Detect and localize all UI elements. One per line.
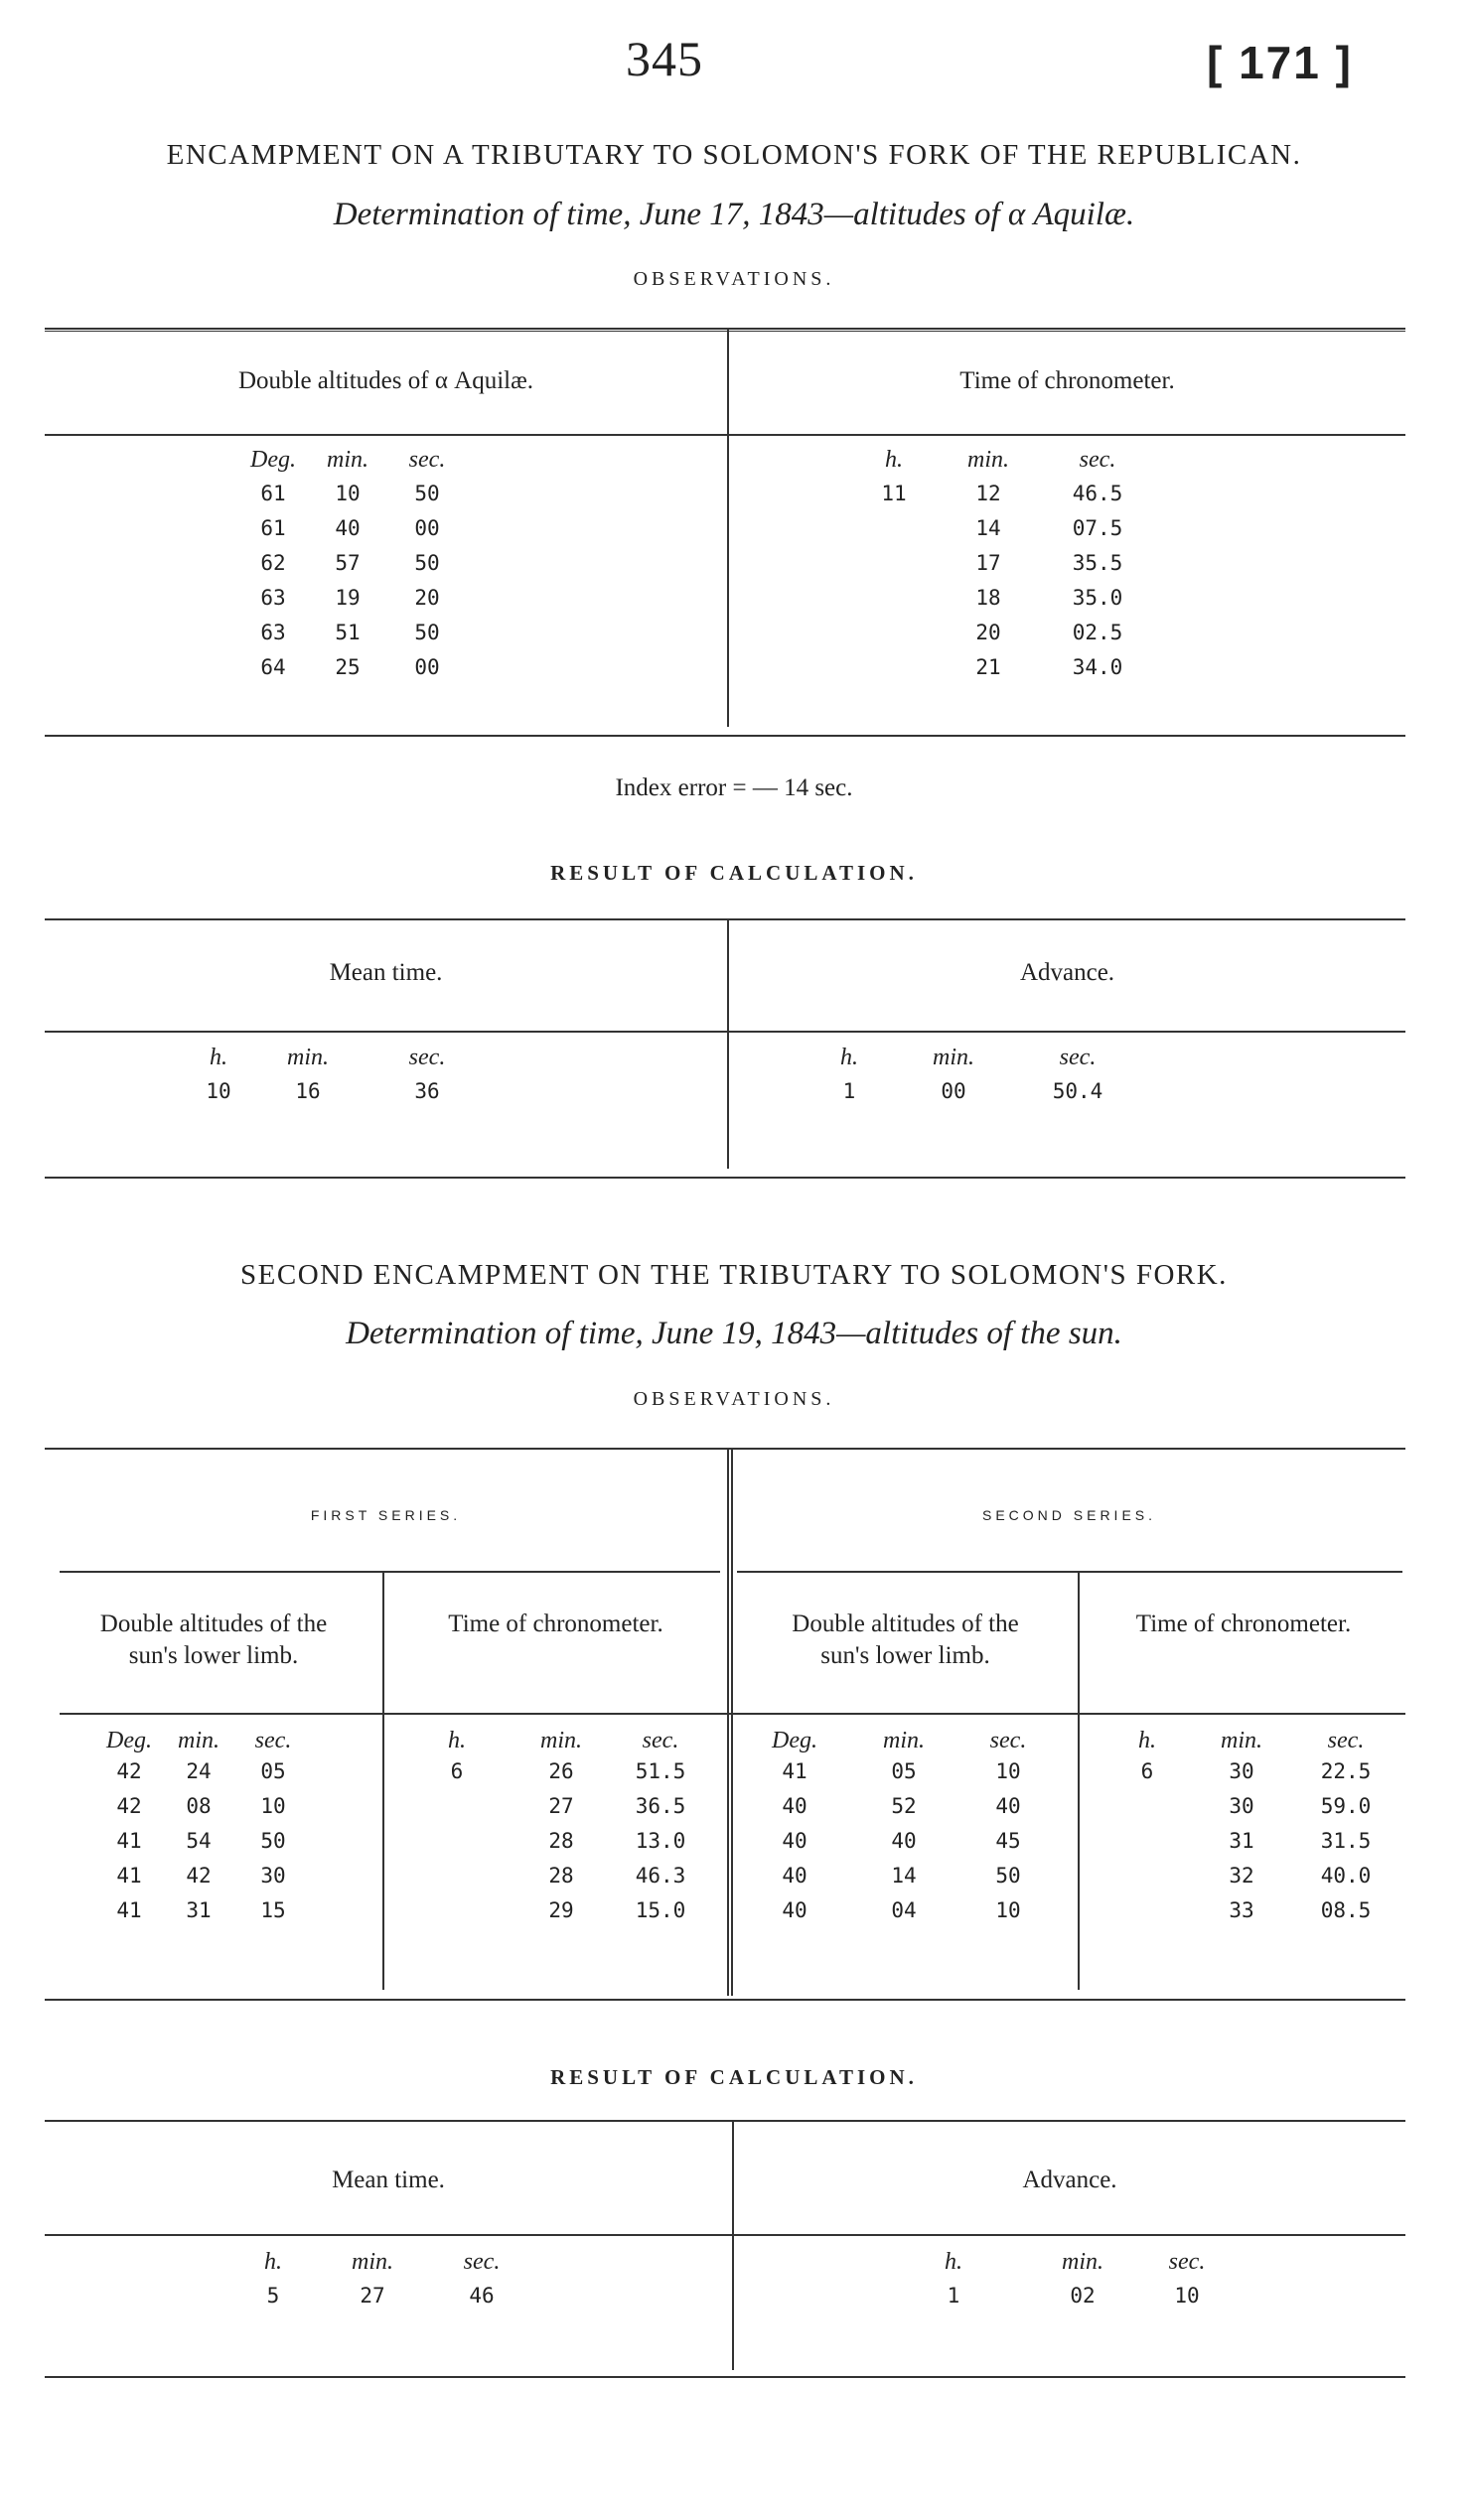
second-alt-row-3-deg: 40 (782, 1864, 807, 1888)
table1-alt-row-3-deg: 63 (260, 586, 286, 610)
table2-series-divider-double (731, 1450, 733, 1996)
section1-result-label: RESULT OF CALCULATION. (550, 861, 918, 885)
second-time-row-0-tsec: 22.5 (1320, 1759, 1372, 1783)
first-series-alt-header-line2: sun's lower limb. (128, 1642, 299, 1669)
first-time-row-2-tmin: 28 (548, 1829, 574, 1853)
second-alt-row-4-min: 04 (891, 1898, 917, 1922)
result1-advance-unit-1: min. (933, 1045, 974, 1070)
result2-advance-unit-2: sec. (1168, 2249, 1206, 2275)
second-time-unit-2: sec. (1327, 1728, 1365, 1753)
result2-bottom-rule (45, 2376, 1405, 2378)
result2-advance-row-0-min: 02 (1070, 2284, 1096, 2308)
table1-time-unit-0: h. (885, 447, 903, 473)
first-alt-unit-1: min. (178, 1728, 220, 1753)
first-alt-row-0-min: 24 (186, 1759, 212, 1783)
result2-header-rule (45, 2234, 1405, 2236)
table1-time-row-1-tmin: 14 (975, 516, 1001, 540)
first-alt-row-2-min: 54 (186, 1829, 212, 1853)
result1-mean-row-0-sec: 36 (414, 1079, 440, 1103)
second-time-row-4-tmin: 33 (1229, 1898, 1254, 1922)
first-alt-row-1-min: 08 (186, 1794, 212, 1818)
section2-result-label: RESULT OF CALCULATION. (550, 2065, 918, 2089)
second-time-row-1-tsec: 59.0 (1320, 1794, 1372, 1818)
result2-mean-unit-0: h. (264, 2249, 282, 2275)
result2-col-right-header: Advance. (1022, 2167, 1117, 2193)
second-time-unit-0: h. (1138, 1728, 1156, 1753)
index-error: Index error = — 14 sec. (615, 774, 853, 801)
second-series-header: SECOND SERIES. (981, 1507, 1157, 1523)
table1-top-rule-inner (45, 331, 1405, 332)
first-series-time-header: Time of chronometer. (448, 1610, 663, 1637)
table2-bottom-rule (45, 1999, 1405, 2001)
result1-mean-row-0-h: 10 (206, 1079, 231, 1103)
second-alt-row-0-min: 05 (891, 1759, 917, 1783)
first-alt-row-4-sec: 15 (260, 1898, 286, 1922)
table1-time-row-0-tsec: 46.5 (1072, 482, 1123, 505)
second-time-row-0-h: 6 (1140, 1759, 1154, 1783)
result2-mean-row-0-sec: 46 (469, 2284, 495, 2308)
table1-alt-row-0-min: 10 (335, 482, 361, 505)
table2-series-divider (727, 1450, 729, 1996)
result2-divider (732, 2122, 734, 2370)
table1-time-row-4-tmin: 20 (975, 621, 1001, 644)
table1-alt-row-2-sec: 50 (414, 551, 440, 575)
first-time-row-4-tmin: 29 (548, 1898, 574, 1922)
second-time-row-2-tsec: 31.5 (1320, 1829, 1372, 1853)
table1-time-unit-1: min. (967, 447, 1009, 473)
table1-alt-row-5-min: 25 (335, 655, 361, 679)
table1-time-row-1-tsec: 07.5 (1072, 516, 1123, 540)
table2-header-rule (60, 1713, 1405, 1715)
first-time-row-0-h: 6 (450, 1759, 464, 1783)
first-alt-row-2-deg: 41 (116, 1829, 142, 1853)
second-alt-row-1-deg: 40 (782, 1794, 807, 1818)
result2-advance-unit-1: min. (1062, 2249, 1103, 2275)
result1-bottom-rule (45, 1177, 1405, 1179)
table1-time-row-3-tmin: 18 (975, 586, 1001, 610)
section2-title: SECOND ENCAMPMENT ON THE TRIBUTARY TO SOLOMON'S FORK. (240, 1259, 1228, 1291)
second-alt-row-2-min: 40 (891, 1829, 917, 1853)
result2-advance-unit-0: h. (945, 2249, 962, 2275)
table1-time-row-4-tsec: 02.5 (1072, 621, 1123, 644)
table1-time-row-5-tmin: 21 (975, 655, 1001, 679)
first-time-unit-0: h. (448, 1728, 466, 1753)
table1-alt-row-3-min: 19 (335, 586, 361, 610)
first-alt-row-3-sec: 30 (260, 1864, 286, 1888)
second-alt-unit-2: sec. (989, 1728, 1027, 1753)
page-header (0, 30, 1468, 89)
first-alt-row-1-deg: 42 (116, 1794, 142, 1818)
second-alt-row-1-sec: 40 (995, 1794, 1021, 1818)
second-series-rule (737, 1571, 1402, 1573)
table1-time-row-0-h: 11 (881, 482, 907, 505)
result2-mean-row-0-h: 5 (266, 2284, 280, 2308)
result2-mean-row-0-min: 27 (360, 2284, 385, 2308)
first-time-unit-1: min. (540, 1728, 582, 1753)
page-number: 345 (626, 31, 703, 86)
table1-time-row-3-tsec: 35.0 (1072, 586, 1123, 610)
table1-col-right-header: Time of chronometer. (959, 367, 1175, 394)
result1-col-left-header: Mean time. (329, 959, 443, 986)
first-alt-row-4-min: 31 (186, 1898, 212, 1922)
first-series-rule (60, 1571, 720, 1573)
result1-mean-unit-0: h. (210, 1045, 227, 1070)
second-alt-row-1-min: 52 (891, 1794, 917, 1818)
result1-mean-row-0-min: 16 (295, 1079, 321, 1103)
first-time-row-1-tsec: 36.5 (635, 1794, 686, 1818)
table1-alt-row-5-deg: 64 (260, 655, 286, 679)
table1-alt-row-2-deg: 62 (260, 551, 286, 575)
table1-col-left-header: Double altitudes of α Aquilæ. (237, 367, 534, 394)
table1-alt-row-4-min: 51 (335, 621, 361, 644)
second-series-alt-header-line2: sun's lower limb. (820, 1642, 990, 1669)
result2-top-rule (45, 2120, 1405, 2122)
result2-mean-unit-1: min. (352, 2249, 393, 2275)
second-time-unit-1: min. (1221, 1728, 1262, 1753)
second-series-alt-header (733, 1609, 1078, 1672)
section1-subtitle: Determination of time, June 17, 1843—altitudes of α Aquilæ. (333, 197, 1135, 232)
first-time-row-4-tsec: 15.0 (635, 1898, 686, 1922)
second-time-row-2-tmin: 31 (1229, 1829, 1254, 1853)
table1-alt-row-2-min: 57 (335, 551, 361, 575)
table1-alt-row-1-min: 40 (335, 516, 361, 540)
first-alt-row-0-deg: 42 (116, 1759, 142, 1783)
table2-top-rule (45, 1448, 1405, 1450)
result2-advance-row-0-sec: 10 (1174, 2284, 1200, 2308)
first-time-row-3-tsec: 46.3 (635, 1864, 686, 1888)
second-alt-row-2-sec: 45 (995, 1829, 1021, 1853)
result1-advance-unit-0: h. (840, 1045, 858, 1070)
table1-alt-row-4-deg: 63 (260, 621, 286, 644)
first-time-row-2-tsec: 13.0 (635, 1829, 686, 1853)
table1-alt-row-3-sec: 20 (414, 586, 440, 610)
table1-alt-unit-2: sec. (408, 447, 446, 473)
table1-alt-row-5-sec: 00 (414, 655, 440, 679)
first-time-row-0-tsec: 51.5 (635, 1759, 686, 1783)
document-number: [ 171 ] (1207, 37, 1353, 88)
second-alt-row-4-sec: 10 (995, 1898, 1021, 1922)
result1-advance-row-0-min: 00 (941, 1079, 966, 1103)
first-time-row-3-tmin: 28 (548, 1864, 574, 1888)
second-alt-unit-0: Deg. (772, 1728, 817, 1753)
first-series-header: FIRST SERIES. (310, 1507, 462, 1523)
second-time-row-3-tsec: 40.0 (1320, 1864, 1372, 1888)
table1-alt-row-1-sec: 00 (414, 516, 440, 540)
first-series-alt-header (45, 1609, 382, 1672)
first-alt-row-2-sec: 50 (260, 1829, 286, 1853)
table1-alt-unit-0: Deg. (250, 447, 296, 473)
second-time-row-0-tmin: 30 (1229, 1759, 1254, 1783)
table1-alt-row-0-deg: 61 (260, 482, 286, 505)
second-alt-row-3-sec: 50 (995, 1864, 1021, 1888)
section2-subtitle: Determination of time, June 19, 1843—altitudes of the sun. (346, 1316, 1122, 1351)
first-alt-unit-0: Deg. (106, 1728, 152, 1753)
table1-time-row-0-tmin: 12 (975, 482, 1001, 505)
table1-time-row-2-tsec: 35.5 (1072, 551, 1123, 575)
result1-header-rule (45, 1031, 1405, 1033)
result2-mean-unit-2: sec. (463, 2249, 501, 2275)
section1-title: ENCAMPMENT ON A TRIBUTARY TO SOLOMON'S FORK OF THE REPUBLICAN. (166, 139, 1302, 171)
first-time-unit-2: sec. (642, 1728, 679, 1753)
result1-col-right-header: Advance. (1019, 959, 1115, 986)
first-time-row-0-tmin: 26 (548, 1759, 574, 1783)
second-series-alt-header-line1: Double altitudes of the (792, 1610, 1019, 1637)
result1-mean-unit-1: min. (287, 1045, 329, 1070)
table1-alt-row-0-sec: 50 (414, 482, 440, 505)
table1-bottom-rule (45, 735, 1405, 737)
result1-advance-row-0-h: 1 (842, 1079, 856, 1103)
first-alt-row-4-deg: 41 (116, 1898, 142, 1922)
second-series-time-header: Time of chronometer. (1135, 1610, 1352, 1637)
table1-header-rule (45, 434, 1405, 436)
table1-alt-row-4-sec: 50 (414, 621, 440, 644)
result2-advance-row-0-h: 1 (947, 2284, 960, 2308)
table1-alt-unit-1: min. (327, 447, 368, 473)
table1-time-row-5-tsec: 34.0 (1072, 655, 1123, 679)
table1-top-rule (45, 328, 1405, 330)
table1-alt-row-1-deg: 61 (260, 516, 286, 540)
first-alt-row-0-sec: 05 (260, 1759, 286, 1783)
second-time-row-3-tmin: 32 (1229, 1864, 1254, 1888)
first-alt-row-3-min: 42 (186, 1864, 212, 1888)
second-alt-row-0-sec: 10 (995, 1759, 1021, 1783)
result1-top-rule (45, 918, 1405, 920)
second-alt-row-0-deg: 41 (782, 1759, 807, 1783)
section2-observations-label: OBSERVATIONS. (633, 1388, 835, 1410)
first-series-alt-header-line1: Double altitudes of the (99, 1610, 328, 1637)
first-alt-unit-2: sec. (254, 1728, 292, 1753)
result1-advance-row-0-sec: 50.4 (1052, 1079, 1103, 1103)
first-alt-row-1-sec: 10 (260, 1794, 286, 1818)
second-alt-unit-1: min. (883, 1728, 925, 1753)
section1-observations-label: OBSERVATIONS. (633, 268, 835, 290)
result1-advance-unit-2: sec. (1059, 1045, 1097, 1070)
table1-time-row-2-tmin: 17 (975, 551, 1001, 575)
result1-mean-unit-2: sec. (408, 1045, 446, 1070)
second-alt-row-2-deg: 40 (782, 1829, 807, 1853)
table1-time-unit-2: sec. (1079, 447, 1116, 473)
first-alt-row-3-deg: 41 (116, 1864, 142, 1888)
second-alt-row-3-min: 14 (891, 1864, 917, 1888)
result2-col-left-header: Mean time. (332, 2167, 445, 2193)
second-time-row-4-tsec: 08.5 (1320, 1898, 1372, 1922)
second-time-row-1-tmin: 30 (1229, 1794, 1254, 1818)
second-alt-row-4-deg: 40 (782, 1898, 807, 1922)
first-time-row-1-tmin: 27 (548, 1794, 574, 1818)
